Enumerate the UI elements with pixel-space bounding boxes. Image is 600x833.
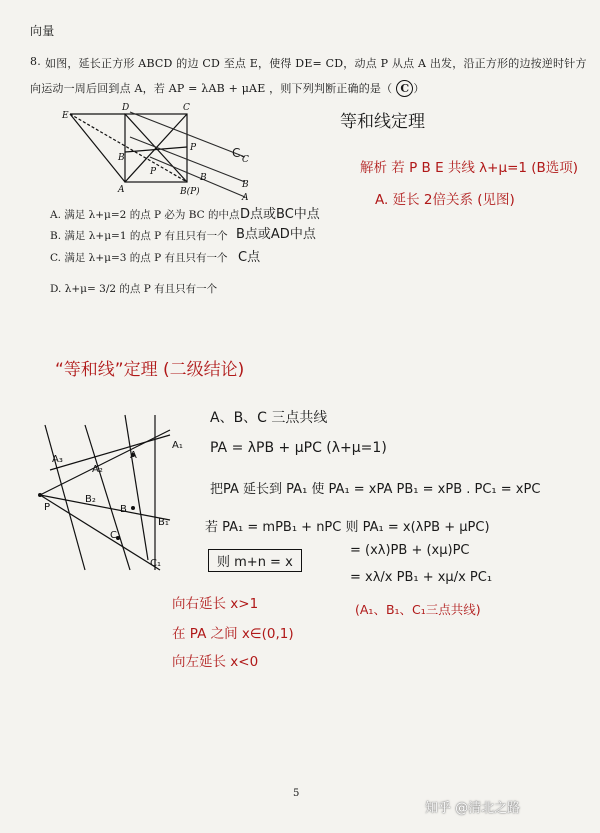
option-d-label: D. [50, 283, 62, 295]
fig2-label-a1: A₁ [172, 440, 183, 451]
option-b-text: 满足 λ+μ=1 的点 P 有且只有一个 [64, 230, 228, 242]
chapter-header: 向量 [30, 24, 55, 38]
option-d-text: λ+μ= 3/2 的点 P 有且只有一个 [64, 283, 218, 295]
label-bp: B(P) [180, 187, 200, 197]
case-between: 在 PA 之间 x∈(0,1) [172, 626, 294, 642]
label-a: A [118, 185, 125, 195]
option-c [50, 250, 228, 265]
chosen-answer: C [396, 80, 413, 97]
line-abc [125, 415, 148, 560]
derivation-line-2: PA = λPB + μPC (λ+μ=1) [210, 440, 387, 456]
label-b-right: B [242, 180, 249, 190]
segment-ea [70, 114, 125, 182]
derivation-line-1: A、B、C 三点共线 [210, 410, 328, 426]
option-b [50, 228, 228, 243]
problem-number: 8. [30, 55, 41, 68]
problem-stem-line2 [30, 80, 425, 97]
case-right: 向右延长 x>1 [172, 596, 259, 612]
option-c-text: 满足 λ+μ=3 的点 P 有且只有一个 [64, 252, 228, 264]
label-d: D [122, 103, 130, 113]
watermark: 知乎 @清北之路 [425, 801, 521, 816]
fig2-label-c: C [110, 530, 117, 541]
label-e: E [62, 111, 69, 121]
derivation-line-4: 若 PA₁ = mPB₁ + nPC 则 PA₁ = x(λPB + μPC) [205, 520, 490, 535]
derivation-line-7: (A₁、B₁、C₁三点共线) [355, 602, 481, 617]
solution-line2: A. 延长 2倍关系 (见图) [375, 192, 515, 208]
derivation-line-5: = (xλ)PB + (xμ)PC [350, 543, 470, 558]
page-number: 5 [293, 788, 300, 799]
fig2-label-b1: B₁ [158, 517, 169, 528]
label-b-mid: B [118, 153, 125, 163]
label-p-inner: P [150, 167, 157, 177]
label-c-line: C [242, 155, 249, 165]
fig2-label-c1: C₁ [150, 558, 161, 569]
point-b [131, 506, 135, 510]
case-left: 向左延长 x<0 [172, 654, 259, 670]
option-c-note: C点 [238, 250, 261, 265]
section-title-equal-sum: “等和线”定理 (二级结论) [55, 360, 245, 380]
problem-stem-line1: 如图，延长正方形 ABCD 的边 CD 至点 E，使得 DE= CD，动点 P 从点 A 出发，沿正方形的边按逆时针方 [45, 57, 587, 70]
option-d [50, 281, 217, 296]
fig2-label-b2: B₂ [85, 494, 96, 505]
figure-square-diagram [30, 102, 260, 202]
handwritten-title: 等和线定理 [340, 112, 425, 132]
derivation-line-6: = xλ/x PB₁ + xμ/x PC₁ [350, 570, 493, 585]
derivation-line-3: 把PA 延长到 PA₁ 使 PA₁ = xPA PB₁ = xPB . PC₁ = xPC [210, 482, 541, 497]
stem-line2-text: 向运动一周后回到点 A，若 AP = λAB + μAE ，则下列判断正确的是（ [30, 82, 393, 95]
fig2-label-b: B [120, 504, 127, 515]
label-b-line: B [200, 173, 207, 183]
point-p [38, 493, 42, 497]
boxed-result: 则 m+n = x [208, 549, 302, 572]
option-a-text: 满足 λ+μ=2 的点 P 必为 BC 的中点 [64, 209, 240, 221]
label-c: C [183, 103, 190, 113]
option-a-label: A. [50, 209, 61, 221]
label-p: P [190, 143, 197, 153]
option-b-note: B点或AD中点 [236, 227, 316, 242]
option-a [50, 207, 240, 222]
solution-line1: 解析 若 P B E 共线 λ+μ=1 (B选项) [360, 160, 579, 176]
option-c-label: C. [50, 252, 61, 264]
fig1-c-note: C. [232, 146, 245, 160]
label-a-right: A [242, 193, 249, 202]
arrow-top [50, 435, 170, 470]
stem-tail: ） [413, 82, 425, 95]
fig2-label-p: P [44, 502, 51, 513]
option-a-note: D点或BC中点 [240, 207, 320, 222]
fig2-label-a3: A₃ [52, 454, 63, 465]
option-b-label: B. [50, 230, 62, 242]
fig2-label-a: A [130, 450, 137, 461]
fig2-label-a2: A₂ [92, 464, 103, 475]
figure-equal-sum-diagram [30, 410, 205, 580]
